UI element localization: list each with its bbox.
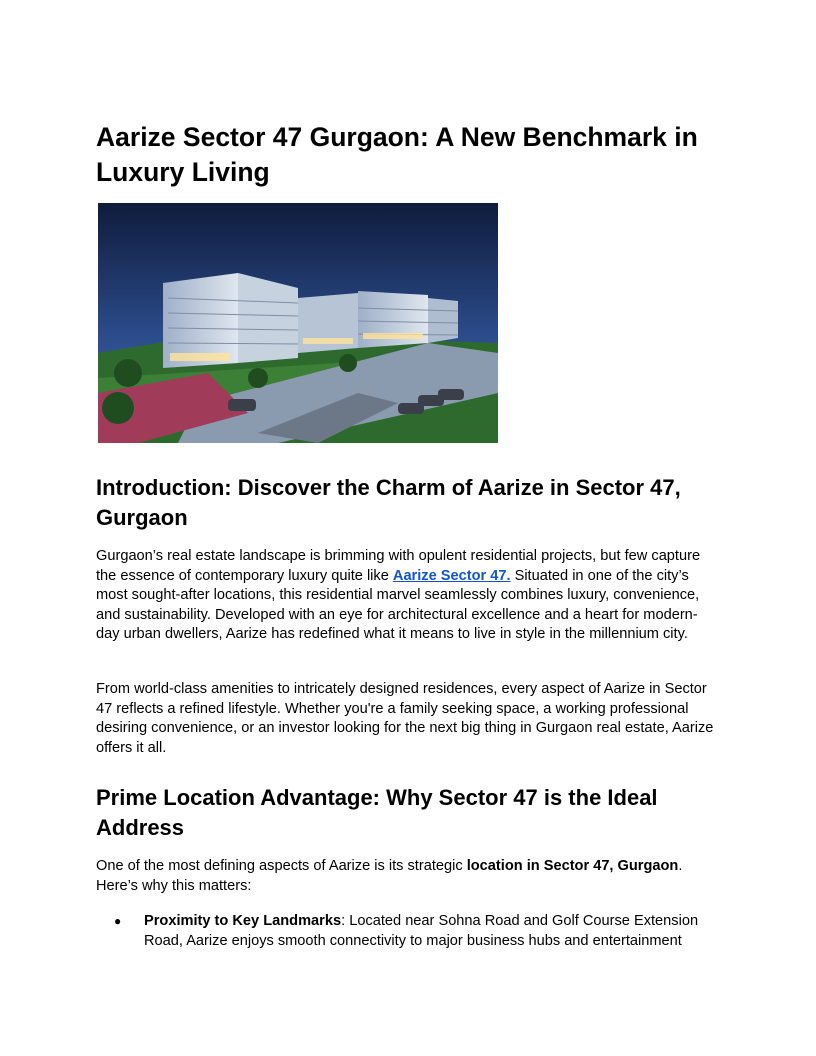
location-paragraph-text-start: One of the most defining aspects of Aarize is its strategic xyxy=(96,858,467,874)
list-item-bold: Proximity to Key Landmarks xyxy=(144,913,342,929)
intro-paragraph-1-text-start: Gurgaon’s real estate landscape is brimming with opulent residential projects, but few capture the essence of contemporary luxury quite like xyxy=(96,548,701,584)
aarize-sector-47-link[interactable]: Aarize Sector 47. xyxy=(392,567,511,584)
location-paragraph xyxy=(96,857,720,896)
section-heading-location: Prime Location Advantage: Why Sector 47 is the Ideal Address xyxy=(96,785,658,840)
intro-paragraph-1 xyxy=(96,547,720,645)
intro-paragraph-1-text-end: Situated in one of the city’s most sought-after locations, this residential marvel seamlessly combines luxury, convenience, and sustainability. Developed with an eye for architectural excellence and a heart for modern-day urban dwellers, Aarize has redefined what it means to live in style in the millennium city. xyxy=(96,567,700,643)
intro-paragraph-2: From world-class amenities to intricately designed residences, every aspect of Aarize in Sector 47 reflects a refined lifestyle. Whether you're a family seeking space, a working professional desiring convenience, or an investor looking for the next big thing in Gurgaon real estate, Aarize offers it all. xyxy=(96,681,714,756)
bullet-icon: ● xyxy=(114,914,122,928)
location-paragraph-bold: location in Sector 47, Gurgaon xyxy=(466,858,679,874)
list-item xyxy=(96,912,720,951)
location-bullet-list xyxy=(96,912,720,951)
location-paragraph-text-end: . Here’s why this matters: xyxy=(96,858,683,894)
hero-image xyxy=(98,203,498,443)
list-item-text: : Located near Sohna Road and Golf Course Extension Road, Aarize enjoys smooth connectivity to major business hubs and entertainment xyxy=(144,913,699,949)
section-heading-intro: Introduction: Discover the Charm of Aarize in Sector 47, Gurgaon xyxy=(96,475,681,530)
page-title: Aarize Sector 47 Gurgaon: A New Benchmark in Luxury Living xyxy=(96,122,698,187)
